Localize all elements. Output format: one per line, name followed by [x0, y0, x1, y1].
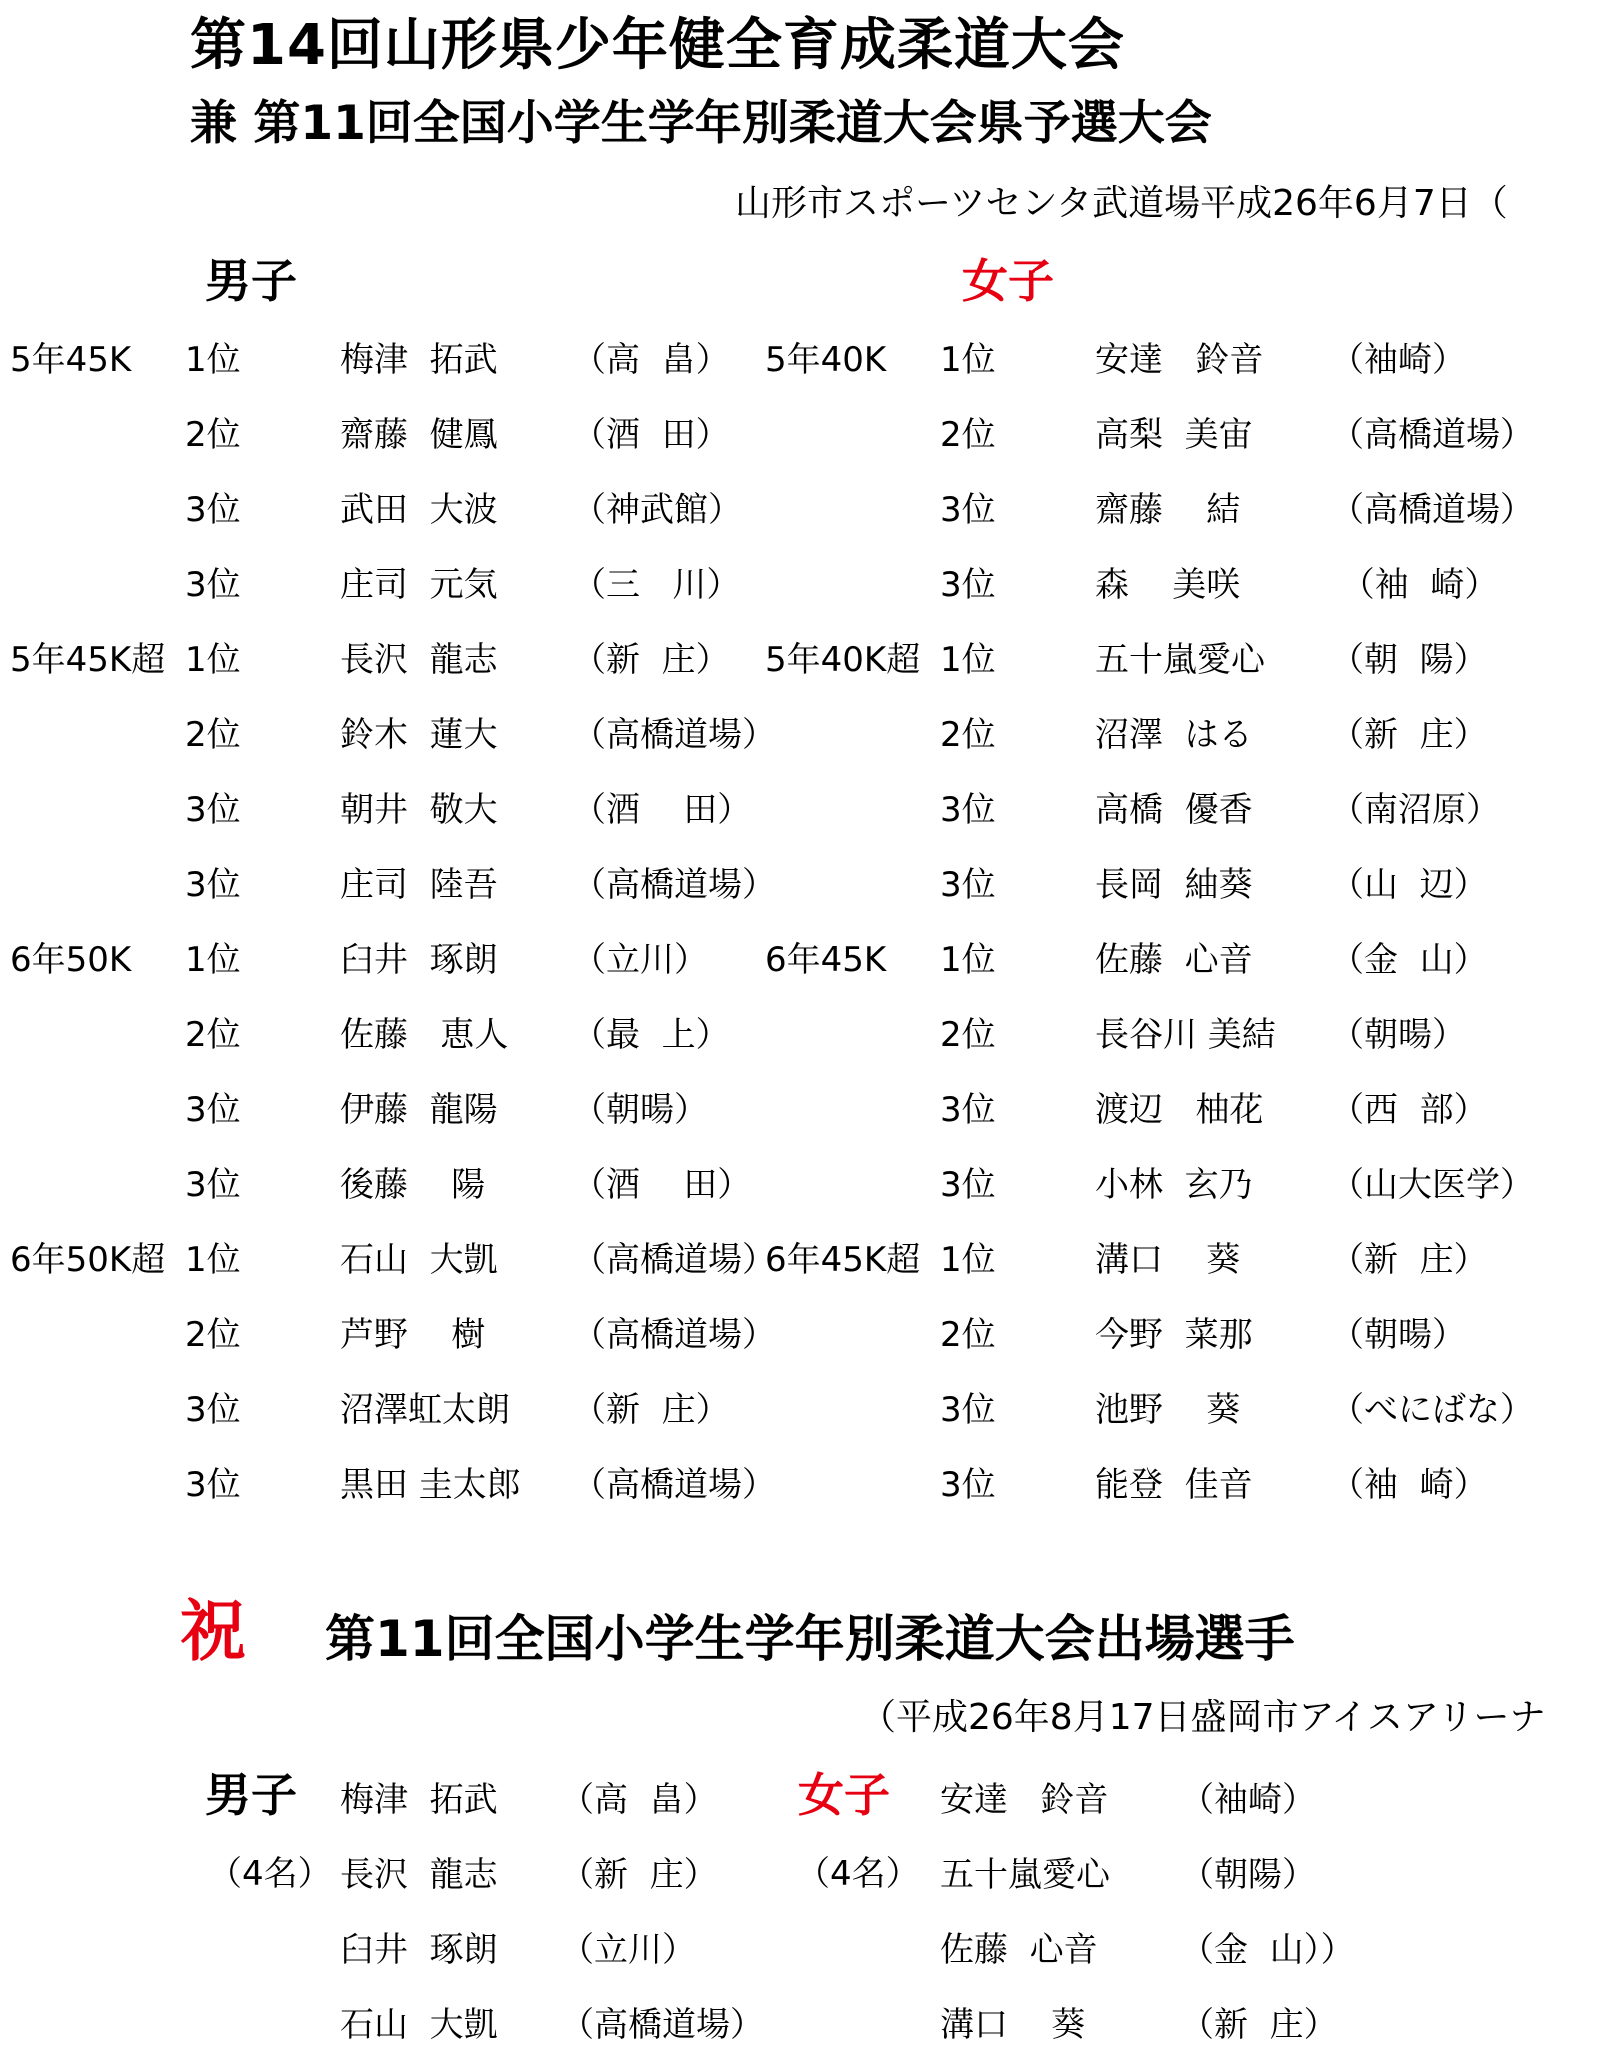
result-b-rank: 3位 [185, 565, 241, 605]
result-g-club: （袖崎） [1330, 340, 1466, 380]
result-g-name: 今野 菜那 [1095, 1315, 1253, 1355]
result-g-club: （新 庄） [1330, 715, 1488, 755]
result-b-rank: 2位 [185, 415, 241, 455]
result-g-club: （べにばな） [1330, 1390, 1534, 1430]
result-b-rank: 3位 [185, 790, 241, 830]
result-b-rank: 3位 [185, 865, 241, 905]
result-g-club: （南沼原） [1330, 790, 1500, 830]
result-g-name: 沼澤 はる [1095, 715, 1253, 755]
result-b-club: （高橋道場） [572, 1315, 776, 1355]
result-b-club: （神武館） [572, 490, 742, 530]
result-b-club: （朝暘） [572, 1090, 708, 1130]
result-g-cat: 5年40K [765, 340, 887, 380]
national-girls-count: （4名） [796, 1854, 920, 1894]
result-b-club: （酒 田） [572, 1165, 752, 1205]
result-g-rank: 3位 [940, 1465, 996, 1505]
result-b-club: （高橋道場） [572, 1240, 776, 1280]
result-g-name: 渡辺 柚花 [1095, 1090, 1264, 1130]
result-g-name: 池野 葵 [1095, 1390, 1241, 1430]
result-g-rank: 1位 [940, 1240, 996, 1280]
result-g-name: 五十嵐愛心 [1095, 640, 1265, 680]
national-boys-header: 男子 [205, 1768, 297, 1822]
result-b-rank: 3位 [185, 1165, 241, 1205]
result-g-cat: 5年40K超 [765, 640, 921, 680]
result-g-club: （朝暘） [1330, 1015, 1466, 1055]
national-b-name: 長沢 龍志 [340, 1855, 498, 1895]
national-boys-count: （4名） [208, 1854, 332, 1894]
result-b-name: 沼澤虹太朗 [340, 1390, 510, 1430]
result-g-club: （西 部） [1330, 1090, 1488, 1130]
result-g-rank: 3位 [940, 490, 996, 530]
result-b-cat: 6年50K [10, 940, 132, 980]
result-g-club: （朝 陽） [1330, 640, 1488, 680]
national-title: 第11回全国小学生学年別柔道大会出場選手 [325, 1610, 1295, 1668]
page-title: 第14回山形県少年健全育成柔道大会 [190, 13, 1125, 78]
result-g-club: （高橋道場） [1330, 490, 1534, 530]
result-b-rank: 2位 [185, 1315, 241, 1355]
result-b-club: （高橋道場） [572, 1465, 776, 1505]
result-g-club: （袖 崎） [1330, 1465, 1488, 1505]
result-g-name: 小林 玄乃 [1095, 1165, 1253, 1205]
result-b-name: 後藤 陽 [340, 1165, 486, 1205]
result-b-club: （高橋道場） [572, 865, 776, 905]
result-g-name: 齋藤 結 [1095, 490, 1241, 530]
result-b-rank: 1位 [185, 940, 241, 980]
result-b-club: （立川） [572, 940, 708, 980]
result-b-name: 長沢 龍志 [340, 640, 498, 680]
national-b-club: （立川） [560, 1930, 696, 1970]
national-venue-date: （平成26年8月17日盛岡市アイスアリーナ [860, 1697, 1546, 1738]
result-b-cat: 5年45K [10, 340, 132, 380]
result-b-club: （高橋道場） [572, 715, 776, 755]
result-g-club: （山 辺） [1330, 865, 1488, 905]
result-b-name: 臼井 琢朗 [340, 940, 498, 980]
result-g-club: （金 山） [1330, 940, 1488, 980]
national-g-name: 安達 鈴音 [940, 1780, 1109, 1820]
result-g-rank: 3位 [940, 565, 996, 605]
national-b-name: 石山 大凱 [340, 2005, 498, 2045]
result-g-name: 森 美咲 [1095, 565, 1241, 605]
result-b-rank: 3位 [185, 1090, 241, 1130]
national-g-club: （新 庄） [1180, 2005, 1338, 2045]
result-b-name: 朝井 敬大 [340, 790, 498, 830]
result-b-name: 庄司 陸吾 [340, 865, 498, 905]
result-b-rank: 1位 [185, 340, 241, 380]
result-b-rank: 3位 [185, 1390, 241, 1430]
result-b-rank: 1位 [185, 640, 241, 680]
result-b-rank: 1位 [185, 1240, 241, 1280]
result-b-club: （最 上） [572, 1015, 730, 1055]
result-b-name: 石山 大凱 [340, 1240, 498, 1280]
result-g-rank: 1位 [940, 940, 996, 980]
national-g-club: （袖崎） [1180, 1780, 1316, 1820]
result-b-club: （三 川） [572, 565, 741, 605]
result-b-club: （酒 田） [572, 790, 752, 830]
result-g-name: 能登 佳音 [1095, 1465, 1253, 1505]
result-g-club: （朝暘） [1330, 1315, 1466, 1355]
national-g-name: 溝口 葵 [940, 2005, 1086, 2045]
result-g-rank: 2位 [940, 715, 996, 755]
page-subtitle: 兼 第11回全国小学生学年別柔道大会県予選大会 [190, 96, 1212, 151]
result-b-name: 芦野 樹 [340, 1315, 486, 1355]
result-g-rank: 3位 [940, 1090, 996, 1130]
result-b-cat: 6年50K超 [10, 1240, 166, 1280]
result-b-club: （酒 田） [572, 415, 730, 455]
result-g-rank: 1位 [940, 640, 996, 680]
result-g-rank: 2位 [940, 1015, 996, 1055]
national-g-club: （朝陽） [1180, 1855, 1316, 1895]
result-g-rank: 2位 [940, 415, 996, 455]
result-g-rank: 3位 [940, 865, 996, 905]
result-g-rank: 3位 [940, 1165, 996, 1205]
result-g-name: 佐藤 心音 [1095, 940, 1253, 980]
result-g-rank: 3位 [940, 790, 996, 830]
result-b-name: 庄司 元気 [340, 565, 498, 605]
result-g-name: 高橋 優香 [1095, 790, 1253, 830]
boys-header: 男子 [205, 254, 297, 308]
result-g-name: 安達 鈴音 [1095, 340, 1264, 380]
result-b-name: 佐藤 恵人 [340, 1015, 509, 1055]
result-b-rank: 2位 [185, 1015, 241, 1055]
result-g-club: （高橋道場） [1330, 415, 1534, 455]
result-g-rank: 3位 [940, 1390, 996, 1430]
result-b-rank: 2位 [185, 715, 241, 755]
result-g-name: 長谷川 美結 [1095, 1015, 1276, 1055]
result-b-name: 齋藤 健鳳 [340, 415, 498, 455]
result-b-club: （新 庄） [572, 1390, 730, 1430]
girls-header: 女子 [962, 254, 1054, 308]
result-g-cat: 6年45K超 [765, 1240, 921, 1280]
national-b-club: （新 庄） [560, 1855, 718, 1895]
result-b-club: （新 庄） [572, 640, 730, 680]
national-girls-header: 女子 [798, 1768, 890, 1822]
national-b-club: （高 畠） [560, 1780, 718, 1820]
celebration-mark: 祝 [180, 1592, 246, 1670]
result-g-cat: 6年45K [765, 940, 887, 980]
result-g-name: 溝口 葵 [1095, 1240, 1241, 1280]
result-b-rank: 3位 [185, 490, 241, 530]
national-b-club: （高橋道場） [560, 2005, 764, 2045]
result-g-name: 長岡 紬葵 [1095, 865, 1253, 905]
national-b-name: 臼井 琢朗 [340, 1930, 498, 1970]
result-b-name: 梅津 拓武 [340, 340, 498, 380]
national-g-name: 佐藤 心音 [940, 1930, 1098, 1970]
result-g-rank: 1位 [940, 340, 996, 380]
result-b-name: 鈴木 蓮大 [340, 715, 498, 755]
result-b-rank: 3位 [185, 1465, 241, 1505]
venue-date: 山形市スポーツセンタ武道場平成26年6月7日（ [735, 183, 1508, 224]
result-g-rank: 2位 [940, 1315, 996, 1355]
result-g-club: （袖 崎） [1330, 565, 1499, 605]
result-g-name: 高梨 美宙 [1095, 415, 1253, 455]
national-g-name: 五十嵐愛心 [940, 1855, 1110, 1895]
result-g-club: （新 庄） [1330, 1240, 1488, 1280]
result-b-cat: 5年45K超 [10, 640, 166, 680]
result-b-name: 武田 大波 [340, 490, 498, 530]
result-b-name: 伊藤 龍陽 [340, 1090, 498, 1130]
result-b-name: 黒田 圭太郎 [340, 1465, 521, 1505]
national-g-club: （金 山）） [1180, 1930, 1355, 1970]
result-b-club: （高 畠） [572, 340, 730, 380]
national-b-name: 梅津 拓武 [340, 1780, 498, 1820]
result-g-club: （山大医学） [1330, 1165, 1534, 1205]
